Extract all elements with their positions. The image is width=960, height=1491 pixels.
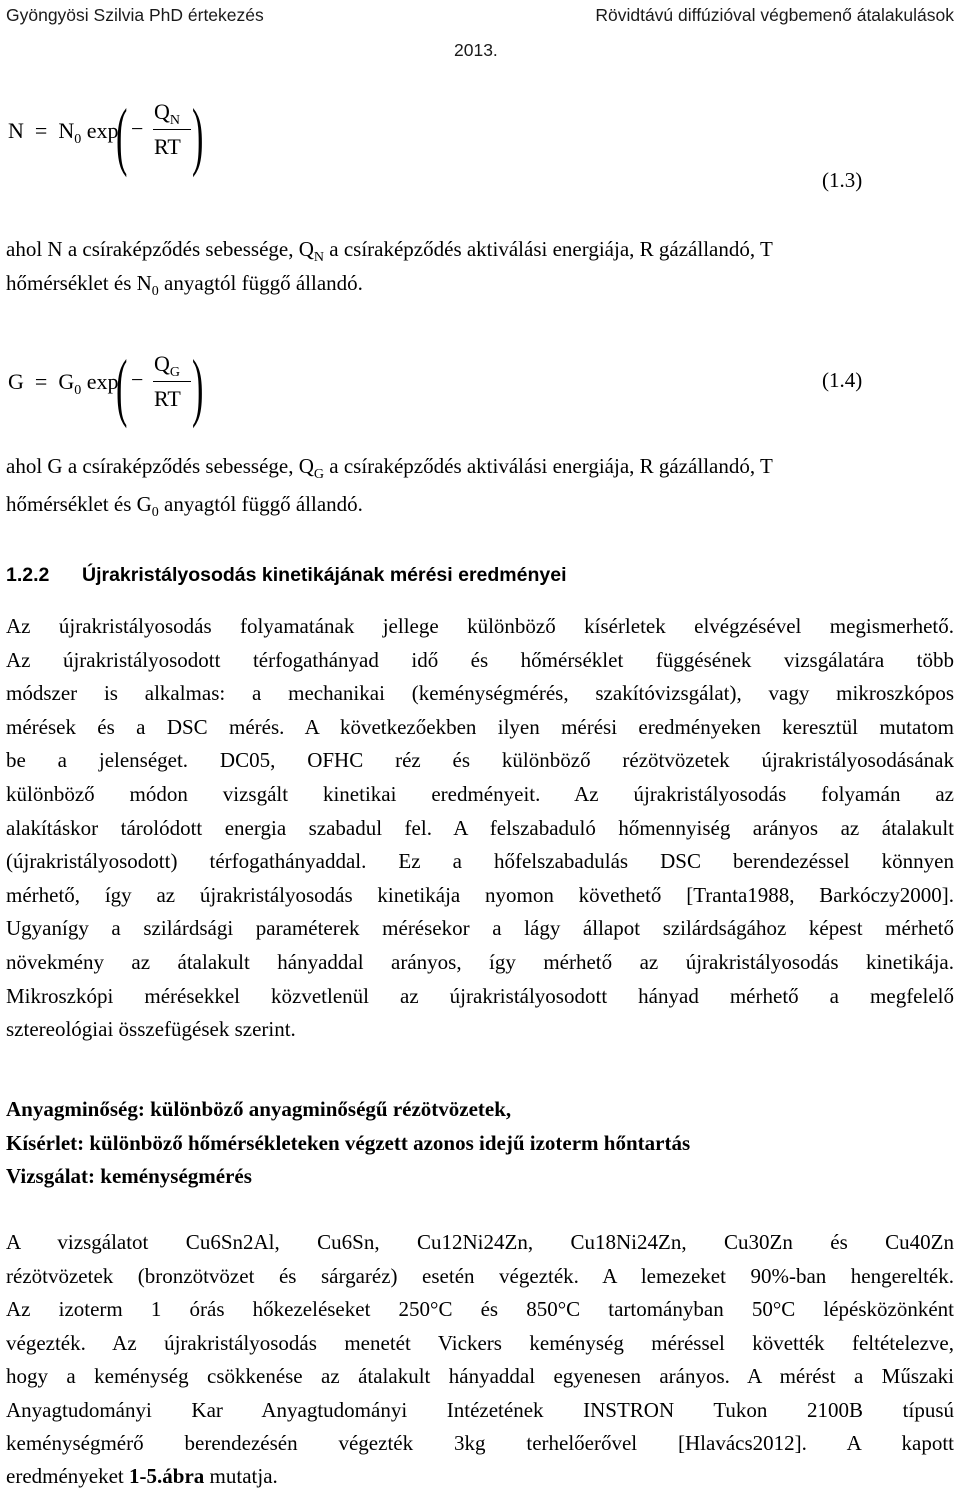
header-left: Gyöngyösi Szilvia PhD értekezés bbox=[6, 5, 264, 25]
para1-line: módszer is alkalmas: a mechanikai (keménységmérés, szakítóvizsgálat), vagy mikroszkópos bbox=[6, 681, 954, 706]
para1-line: be a jelenséget. DC05, OFHC réz és különböző rézötvözetek újrakristályosodásának bbox=[6, 748, 954, 773]
para1-line: különböző módon vizsgált kinetikai eredményeit. Az újrakristályosodás folyamán az bbox=[6, 782, 954, 806]
para1-line: (újrakristályosodott) térfogathányaddal. Ez a hőfelszabadulás DSC berendezéssel könnyen bbox=[6, 849, 954, 874]
section-title: Újrakristályosodás kinetikájának mérési eredményei bbox=[82, 564, 567, 586]
eq13-fraction-line bbox=[153, 129, 191, 130]
eq14-right-paren: ) bbox=[192, 345, 204, 429]
eq14-left-paren: ( bbox=[116, 345, 128, 429]
material-line: Anyagminőség: különböző anyagminőségű rézötvözetek, bbox=[6, 1097, 512, 1121]
para1-line: Az újrakristályosodás folyamatának jellege különböző kísérletek elvégzésével megismerhető. bbox=[6, 614, 954, 638]
para2-line: keménységmérő berendezésén végezték 3kg terhelőerővel [Hlavács2012]. A kapott bbox=[6, 1431, 954, 1455]
eq13-minus: − bbox=[131, 116, 144, 141]
section-number: 1.2.2 bbox=[6, 564, 50, 586]
header-right: Rövidtávú diffúzióval végbemenő átalakulások bbox=[595, 5, 954, 25]
eq13-left-paren: ( bbox=[116, 94, 128, 178]
text2-line1: ahol G a csíraképződés sebessége, $Q_G$ a csíraképződés aktiválási energiája, R gázállandó, T bbox=[6, 454, 773, 482]
para1-line: mérhető, így az újrakristályosodás kinetikája nyomon követhető [Tranta1988, Barkóczy2000]. bbox=[6, 882, 954, 907]
test-line: Vizsgálat: keménységmérés bbox=[6, 1164, 252, 1188]
text1-line1: ahol N a csíraképződés sebessége, $Q_N$ a csíraképződés aktiválási energiája, R gázállandó, T bbox=[6, 237, 773, 265]
para2-line: rézötvözetek (bronzötvözet és sárgaréz) esetén végezték. A lemezeket 90%-ban hengerelték. bbox=[6, 1263, 954, 1288]
para1-line: Mikroszkópi mérésekkel közvetlenül az újrakristályosodott hányad mérhető a megfelelő bbox=[6, 983, 954, 1008]
eq13-numerator: $Q_N$ bbox=[154, 99, 181, 128]
eq14-denominator: RT bbox=[154, 386, 181, 411]
header-year: 2013. bbox=[454, 40, 498, 60]
eq13-denominator: RT bbox=[154, 134, 181, 159]
para2-line: hogy a keménység csökkenése az átalakult hányaddal egyenesen arányos. A mérést a Műszaki bbox=[6, 1364, 954, 1388]
para2-line: végezték. Az újrakristályosodás menetét Vickers keménység méréssel követték feltételezve, bbox=[6, 1330, 954, 1355]
para2-line: A vizsgálatot Cu6Sn2Al, Cu6Sn, Cu12Ni24Zn, Cu18Ni24Zn, Cu30Zn és Cu40Zn bbox=[6, 1230, 954, 1254]
eq13-lhs: $N = N_0$ exp bbox=[8, 118, 119, 147]
eq13-number: (1.3) bbox=[822, 168, 863, 192]
para1-line: növekmény az átalakult hányaddal arányos, így mérhető az újrakristályosodás kinetikája. bbox=[6, 950, 954, 974]
eq13-right-paren: ) bbox=[192, 94, 204, 178]
eq14-numerator: $Q_G$ bbox=[154, 351, 181, 380]
experiment-line: Kísérlet: különböző hőmérsékleteken végzett azonos idejű izoterm hőntartás bbox=[6, 1131, 691, 1155]
para1-line: Az újrakristályosodott térfogathányad idő és hőmérséklet függésének vizsgálatára több bbox=[6, 647, 954, 672]
para2-last-line: eredményeket 1-5.ábra mutatja. bbox=[6, 1464, 278, 1488]
eq14-number: (1.4) bbox=[822, 368, 863, 392]
eq14-fraction-line bbox=[153, 381, 191, 382]
para2-line: Anyagtudományi Kar Anyagtudományi Intézetének INSTRON Tukon 2100B típusú bbox=[6, 1397, 954, 1422]
section-heading bbox=[6, 564, 567, 587]
para1-line: sztereológiai összefügések szerint. bbox=[6, 1017, 296, 1042]
para2-line: Az izoterm 1 órás hőkezeléseket 250°C és 850°C tartományban 50°C lépésközönként bbox=[6, 1297, 954, 1321]
eq14-minus: − bbox=[131, 367, 144, 392]
eq14-lhs: $G = G_0$ exp bbox=[8, 369, 119, 398]
para1-line: Ugyanígy a szilárdsági paraméterek mérésekor a lágy állapot szilárdságához képest mérhető bbox=[6, 916, 954, 941]
para1-line: mérések és a DSC mérés. A következőekben ilyen mérési eredményeken keresztül mutatom bbox=[6, 714, 954, 739]
para1-line: alakításkor tárolódott energia szabadul fel. A felszabaduló hőmennyiség arányos az átalakult bbox=[6, 815, 954, 840]
text1-line2: hőmérséklet és $N_0$ anyagtól függő állandó. bbox=[6, 271, 363, 299]
text2-line2: hőmérséklet és $G_0$ anyagtól függő állandó. bbox=[6, 492, 363, 520]
